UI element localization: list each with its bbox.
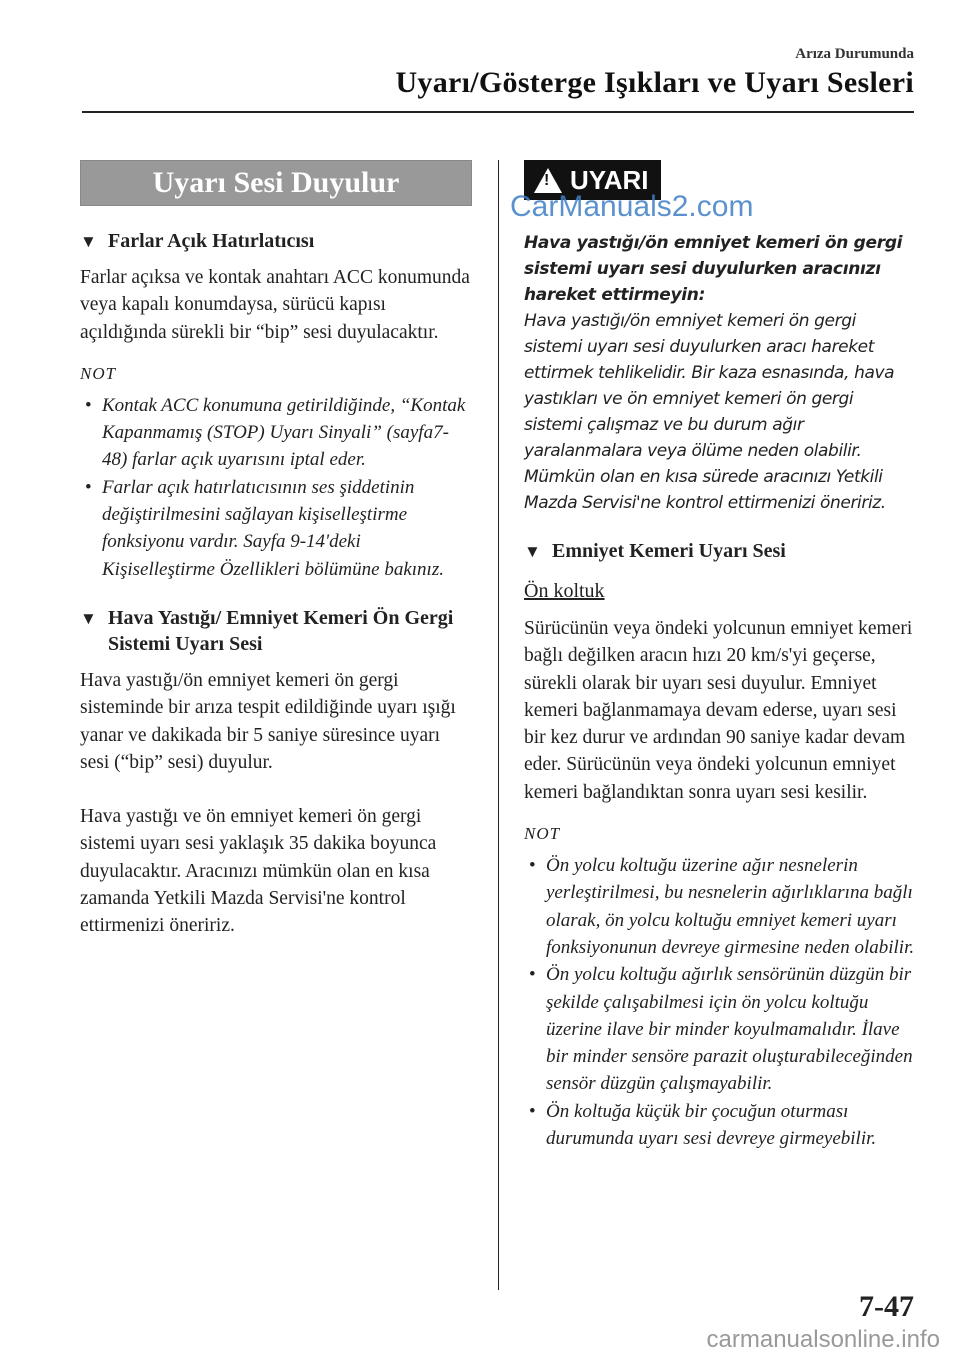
paragraph: Hava yastığı ve ön emniyet kemeri ön gergi sistemi uyarı sesi yaklaşık 35 dakika boyunca duyulacaktır. Aracınızı mümkün olan en kısa zamanda Yetkili Mazda Servisi'ne kontrol ettirmenizi öneririz. <box>80 806 437 937</box>
triangle-bullet-icon: ▼ <box>80 608 97 628</box>
note-item <box>80 392 472 474</box>
subheading-airbag-warning <box>80 605 472 657</box>
left-column <box>80 160 472 940</box>
column-divider <box>498 160 499 1290</box>
bullet-icon: • <box>529 855 536 877</box>
right-column <box>510 160 916 1152</box>
underlined-subtitle: Ön koltuk <box>524 580 605 602</box>
bullet-icon: • <box>529 964 536 986</box>
subheading-seatbelt-warning <box>524 538 916 564</box>
page-number: 7-47 <box>859 1290 914 1323</box>
note-item <box>80 474 472 583</box>
subheading-headlight-reminder <box>80 228 472 254</box>
section-banner: Uyarı Sesi Duyulur <box>80 160 472 206</box>
note-text: Ön yolcu koltuğu ağırlık sensörünün düzgün bir şekilde çalışabilmesi için ön yolcu koltuğu üzerine ilave bir minder koyulmamalıdır. İlave bir minder sensöre parazit oluşturabileceğinden sensör düzgün çalışmayabilir. <box>546 964 913 1095</box>
triangle-bullet-icon: ▼ <box>524 542 541 561</box>
warning-body: Hava yastığı/ön emniyet kemeri ön gergi sistemi uyarı sesi duyulurken aracı hareket ettirmek tehlikelidir. Bir kaza esnasında, hava yastıkları ve ön emniyet kemeri ön gergi sistemi çalışmaz ve bu durum ağır yaralanmalara veya ölüme neden olabilir. Mümkün olan en kısa sürede aracınızı Yetkili Mazda Servisi'ne kontrol ettirmenizi öneririz. <box>524 311 895 513</box>
subheading-text: Farlar Açık Hatırlatıcısı <box>108 230 315 252</box>
warning-header <box>510 160 916 223</box>
warning-icon: ! <box>534 168 562 193</box>
footer-watermark: carmanualsonline.info <box>706 1326 940 1353</box>
note-label: NOT <box>524 824 561 844</box>
note-item <box>524 961 916 1097</box>
note-item <box>524 852 916 961</box>
triangle-bullet-icon: ▼ <box>80 232 97 251</box>
subheading-text: Hava Yastığı/ Emniyet Kemeri Ön Gergi Sistemi Uyarı Sesi <box>108 606 454 655</box>
chapter-title: Uyarı/Gösterge Işıkları ve Uyarı Sesleri <box>395 66 914 99</box>
note-item <box>524 1098 916 1153</box>
note-text: Kontak ACC konumuna getirildiğinde, “Kontak Kapanmamış (STOP) Uyarı Sinyali” (sayfa7-48) farlar açık uyarısını iptal eder. <box>102 394 466 471</box>
paragraph: Farlar açıksa ve kontak anahtarı ACC konumunda veya kapalı konumdaysa, sürücü kapısı açıldığında sürekli bir “bip” sesi duyulacaktır. <box>80 267 470 343</box>
warning-heading: Hava yastığı/ön emniyet kemeri ön gergi sistemi uyarı sesi duyulurken aracınızı hareket ettirmeyin: <box>524 233 903 305</box>
bullet-icon: • <box>85 476 92 498</box>
subheading-text: Emniyet Kemeri Uyarı Sesi <box>552 540 786 562</box>
section-title: Arıza Durumunda <box>795 46 914 62</box>
warning-label: UYARI <box>570 165 649 195</box>
watermark: CarManuals2.com <box>510 190 754 223</box>
paragraph: Sürücünün veya öndeki yolcunun emniyet kemeri bağlı değilken aracın hızı 20 km/s'yi geçerse, sürekli olarak bir uyarı sesi duyulur. Emniyet kemeri bağlanmamaya devam ederse, uyarı sesi bir kez durur ve ardından 90 saniye kadar devam eder. Sürücünün veya öndeki yolcunun emniyet kemeri bağlandıktan sonra uyarı sesi kesilir. <box>524 618 913 803</box>
note-label: NOT <box>80 363 117 383</box>
note-text: Ön koltuğa küçük bir çocuğun oturması durumunda uyarı sesi devreye girmeyebilir. <box>546 1100 877 1150</box>
paragraph: Hava yastığı/ön emniyet kemeri ön gergi sisteminde bir arıza tespit edildiğinde uyarı ışığı yanar ve dakikada bir 5 saniye süresince uyarı sesi (“bip” sesi) duyulur. <box>80 669 456 773</box>
note-list <box>524 852 916 1152</box>
header-rule <box>82 111 914 113</box>
bullet-icon: • <box>529 1100 536 1122</box>
note-list <box>80 392 472 583</box>
note-text: Ön yolcu koltuğu üzerine ağır nesnelerin yerleştirilmesi, bu nesnelerin ağırlıklarına bağlı olarak, ön yolcu koltuğu emniyet kemeri uyarı fonksiyonunun devreye girmesine neden olabilir. <box>546 855 915 958</box>
note-text: Farlar açık hatırlatıcısının ses şiddetinin değiştirilmesini sağlayan kişiselleştirme fonksiyonu vardır. Sayfa 9-14'deki Kişiselleştirme Özellikleri bölümüne bakınız. <box>102 476 444 580</box>
bullet-icon: • <box>85 394 92 416</box>
